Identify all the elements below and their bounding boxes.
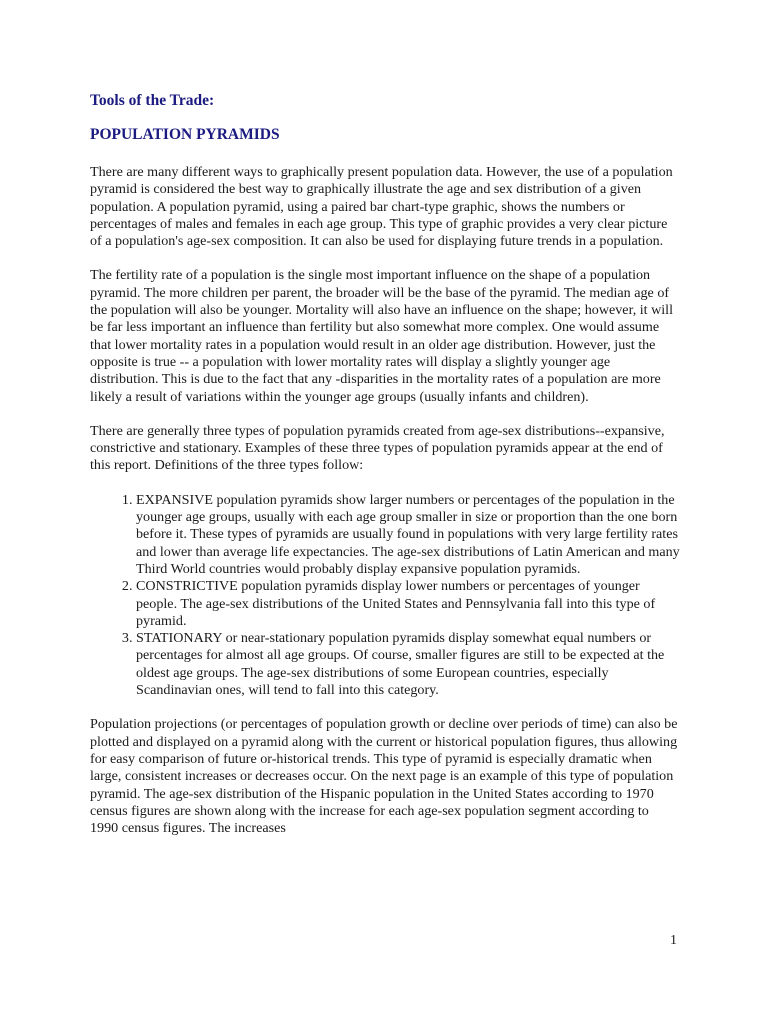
page-number: 1 (670, 933, 677, 948)
list-item-expansive: 1. EXPANSIVE population pyramids show larger numbers or percentages of the population in the younger age groups, usually with each age group smaller in size or proportion than the one born before it. These types of pyramids are usually found in populations with very large fertility rates and lower than average life expectancies. The age-sex distributions of Latin American and many Third World countries would probably display expansive population pyramids. (136, 492, 680, 578)
document-body (90, 92, 680, 837)
paragraph-intro: There are many different ways to graphically present population data. However, the use of a population pyramid is considered the best way to graphically illustrate the age and sex distribution of a given population. A population pyramid, using a paired bar chart-type graphic, shows the numbers or percentages of males and females in each age group. This type of graphic provides a very clear picture of a population's age-sex composition. It can also be used for displaying future trends in a population. (90, 164, 673, 250)
page-title: POPULATION PYRAMIDS (90, 126, 280, 143)
paragraph-types: There are generally three types of population pyramids created from age-sex distributions--expansive, constrictive and stationary. Examples of these three types of population pyramids appear at the end of this report. Definitions of the three types follow: (90, 422, 665, 474)
list-item-stationary: 3. STATIONARY or near-stationary population pyramids display somewhat equal numbers or percentages for almost all age groups. Of course, smaller figures are still to be expected at the oldest age groups. The age-sex distributions of some European countries, especially Scandinavian ones, will tend to fall into this category. (136, 630, 680, 699)
list-item-constrictive: 2. CONSTRICTIVE population pyramids display lower numbers or percentages of younger people. The age-sex distributions of the United States and Pennsylvania fall into this type of pyramid. (136, 578, 680, 630)
paragraph-projections: Population projections (or percentages of population growth or decline over periods of time) can also be plotted and displayed on a pyramid along with the current or historical population figures, thus allowing for easy comparison of future or-historical trends. This type of pyramid is especially dramatic when large, consistent increases or decreases occur. On the next page is an example of this type of population pyramid. The age-sex distribution of the Hispanic population in the United States according to 1970 census figures are shown along with the increase for each age-sex population segment according to 1990 census figures. The increases (90, 716, 678, 837)
series-title: Tools of the Trade: (90, 92, 215, 109)
paragraph-fertility: The fertility rate of a population is the single most important influence on the shape of a population pyramid. The more children per parent, the broader will be the base of the pyramid. The median age of the population will also be younger. Mortality will also have an influence on the shape; however, it will be far less important an influence than fertility but also somewhat more complex. One would assume that lower mortality rates in a population would result in an older age distribution. However, just the opposite is true -- a population with lower mortality rates will display a slightly younger age distribution. This is due to the fact that any -disparities in the mortality rates of a population are more likely a result of variations within the younger age groups (usually infants and children). (90, 267, 674, 405)
pyramid-types-list (90, 492, 680, 700)
